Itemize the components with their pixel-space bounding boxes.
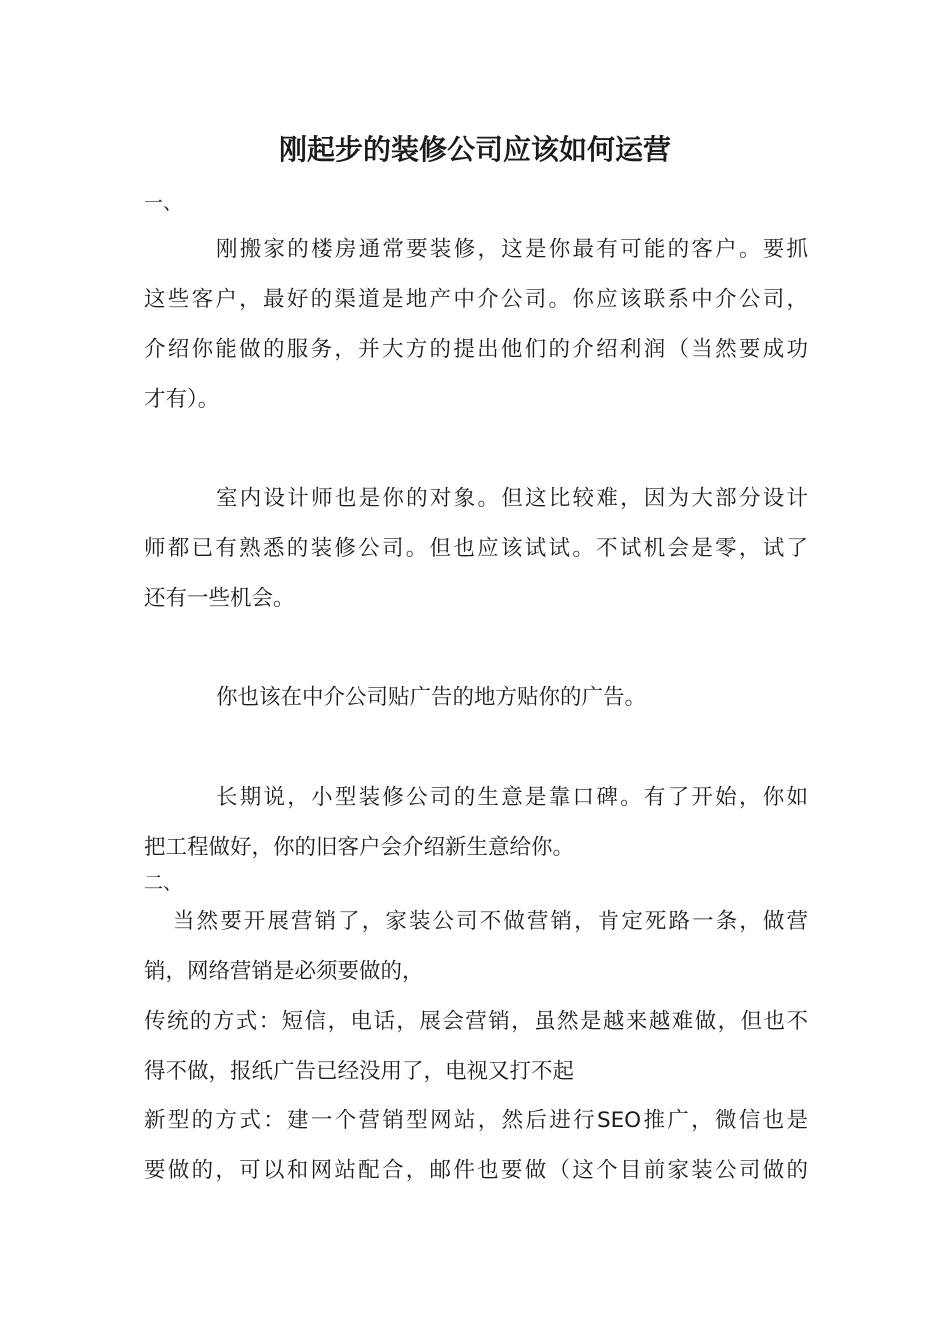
document-title: 刚起步的装修公司应该如何运营 [278,133,671,166]
paragraph-line: 新型的方式：建一个营销型网站，然后进行SEO推广，微信也是 [144,1108,808,1133]
section-label-2: 二、 [144,872,183,894]
paragraph-line: 才有）。 [144,387,220,412]
paragraph-line: 介绍你能做的服务，并大方的提出他们的介绍利润（当然要成功 [144,337,808,362]
paragraph-line: 要做的，可以和网站配合，邮件也要做（这个目前家装公司做的 [144,1158,808,1183]
paragraph-line: 得不做，报纸广告已经没用了，电视又打不起 [144,1059,575,1084]
paragraph-line: 长期说，小型装修公司的生意是靠口碑。有了开始，你如 [216,785,808,810]
paragraph-line: 这些客户，最好的渠道是地产中介公司。你应该联系中介公司， [144,287,808,312]
paragraph-line: 刚搬家的楼房通常要装修，这是你最有可能的客户。要抓 [216,237,808,262]
paragraph-line: 师都已有熟悉的装修公司。但也应该试试。不试机会是零，试了 [144,536,808,561]
paragraph-line: 室内设计师也是你的对象。但这比较难，因为大部分设计 [216,486,808,511]
paragraph-line: 你也该在中介公司贴广告的地方贴你的广告。 [216,685,647,710]
paragraph-line: 还有一些机会。 [144,586,295,611]
paragraph-line: 当然要开展营销了，家装公司不做营销，肯定死路一条，做营 [173,909,808,934]
section-label-1: 一、 [144,192,183,214]
paragraph-line: 传统的方式：短信，电话，展会营销，虽然是越来越难做，但也不 [144,1009,808,1034]
paragraph-line: 销，网络营销是必须要做的， [144,959,424,984]
paragraph-line: 把工程做好，你的旧客户会介绍新生意给你。 [144,835,575,860]
